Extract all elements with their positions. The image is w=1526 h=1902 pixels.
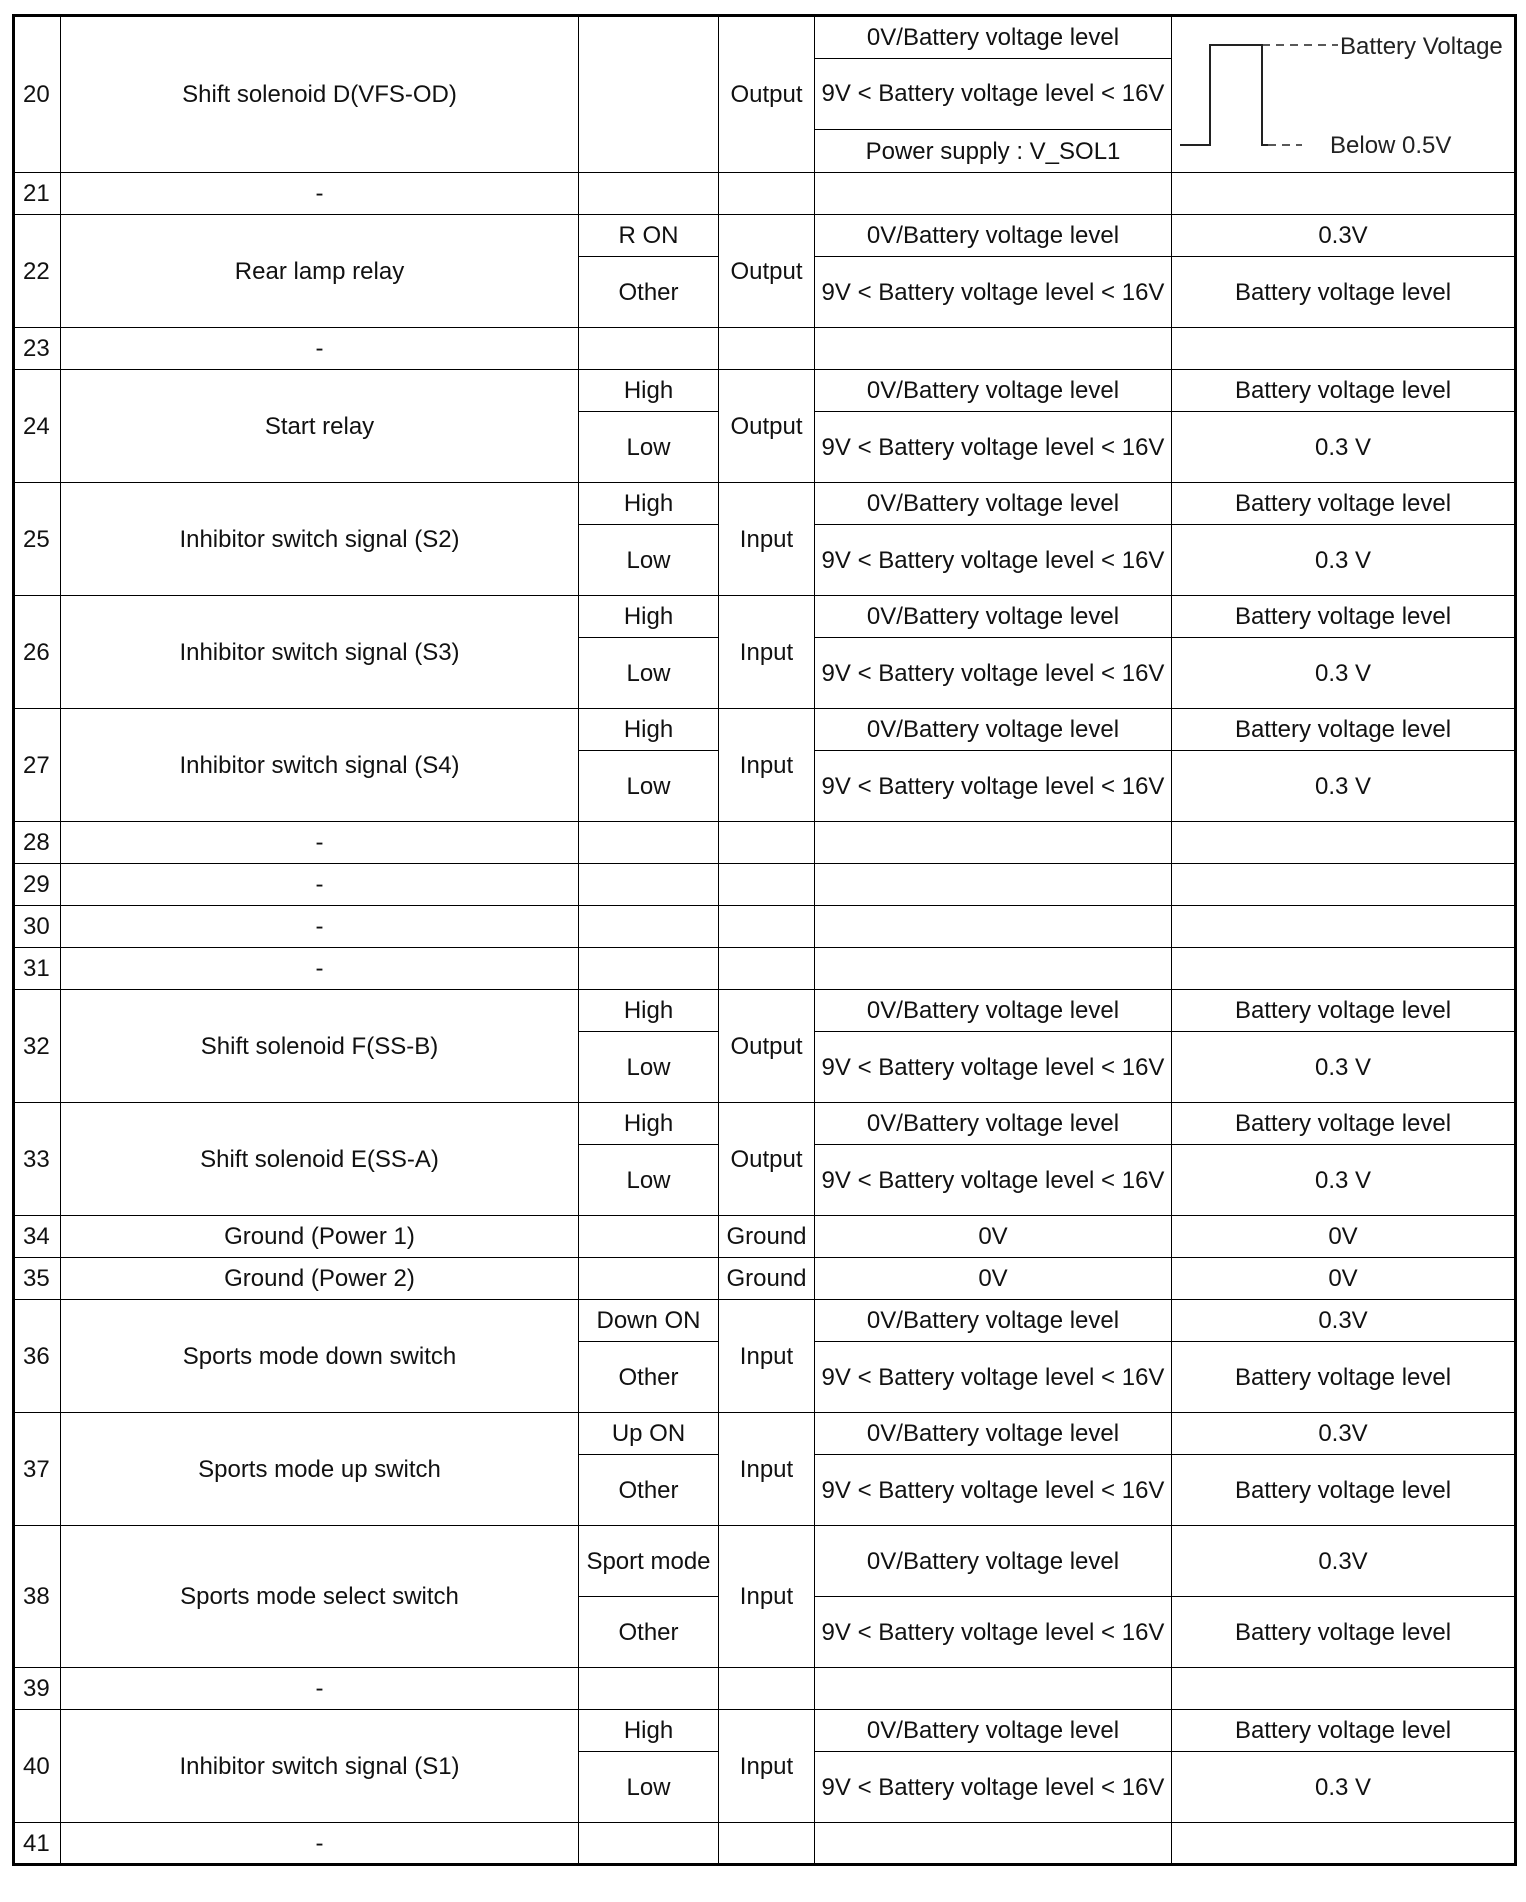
level-cell: 0V/Battery voltage level xyxy=(815,596,1172,638)
table-row xyxy=(14,215,1516,257)
pin-number: 31 xyxy=(14,948,61,990)
value-cell: 0.3 V xyxy=(1172,1145,1516,1216)
pin-number: 38 xyxy=(14,1526,61,1668)
pin-description: Inhibitor switch signal (S4) xyxy=(61,709,579,822)
pin-condition: High xyxy=(579,596,719,638)
table-row xyxy=(14,1413,1516,1455)
level-cell: 0V xyxy=(815,1216,1172,1258)
table-row xyxy=(14,990,1516,1032)
pin-condition: High xyxy=(579,370,719,412)
pin-type: Output xyxy=(719,1103,815,1216)
table-row xyxy=(14,1300,1516,1342)
pin-type: Input xyxy=(719,1526,815,1668)
value-cell xyxy=(1172,328,1516,370)
pin-description: Rear lamp relay xyxy=(61,215,579,328)
value-cell xyxy=(1172,948,1516,990)
pin-condition: Up ON xyxy=(579,1413,719,1455)
level-cell xyxy=(815,1668,1172,1710)
table-row xyxy=(14,1823,1516,1865)
pin-number: 29 xyxy=(14,864,61,906)
level-cell xyxy=(815,173,1172,215)
below-voltage-label: Below 0.5V xyxy=(1330,132,1452,159)
pin-number: 33 xyxy=(14,1103,61,1216)
level-cell: 0V/Battery voltage level xyxy=(815,1103,1172,1145)
value-cell: 0V xyxy=(1172,1216,1516,1258)
table-row xyxy=(14,596,1516,638)
pin-condition: Low xyxy=(579,1032,719,1103)
level-cell: 9V < Battery voltage level < 16V xyxy=(815,751,1172,822)
value-cell: 0.3 V xyxy=(1172,1032,1516,1103)
level-cell: 0V xyxy=(815,1258,1172,1300)
pin-number: 41 xyxy=(14,1823,61,1865)
pin-condition xyxy=(579,16,719,173)
pin-description: Inhibitor switch signal (S3) xyxy=(61,596,579,709)
level-cell xyxy=(815,1823,1172,1865)
pin-condition: Low xyxy=(579,751,719,822)
table-row xyxy=(14,864,1516,906)
pin-condition: Low xyxy=(579,1752,719,1823)
table-row xyxy=(14,1710,1516,1752)
value-cell xyxy=(1172,906,1516,948)
battery-voltage-label: Battery Voltage xyxy=(1340,33,1503,60)
level-cell: 9V < Battery voltage level < 16V xyxy=(815,1455,1172,1526)
pin-condition: Other xyxy=(579,257,719,328)
pin-condition: High xyxy=(579,990,719,1032)
pin-type: Input xyxy=(719,1300,815,1413)
pin-condition xyxy=(579,864,719,906)
pin-condition xyxy=(579,822,719,864)
pin-description: - xyxy=(61,822,579,864)
level-cell: 0V/Battery voltage level xyxy=(815,1526,1172,1597)
pin-condition xyxy=(579,906,719,948)
level-cell: 0V/Battery voltage level xyxy=(815,1710,1172,1752)
pin-description: - xyxy=(61,864,579,906)
level-cell: 0V/Battery voltage level xyxy=(815,215,1172,257)
pin-description: - xyxy=(61,1668,579,1710)
table-row xyxy=(14,173,1516,215)
level-cell: Power supply : V_SOL1 xyxy=(815,130,1172,173)
table-row xyxy=(14,328,1516,370)
pin-condition xyxy=(579,173,719,215)
pin-type: Output xyxy=(719,990,815,1103)
pin-type xyxy=(719,328,815,370)
pin-type: Input xyxy=(719,596,815,709)
waveform-diagram xyxy=(1172,17,1516,172)
pin-type: Input xyxy=(719,1710,815,1823)
value-cell: 0.3 V xyxy=(1172,1752,1516,1823)
level-cell: 0V/Battery voltage level xyxy=(815,990,1172,1032)
table-row xyxy=(14,1668,1516,1710)
pin-description: Shift solenoid D(VFS-OD) xyxy=(61,16,579,173)
pin-condition: Low xyxy=(579,638,719,709)
waveform-trace xyxy=(1180,45,1268,145)
level-cell xyxy=(815,822,1172,864)
pin-type: Ground xyxy=(719,1258,815,1300)
table-row xyxy=(14,906,1516,948)
pin-number: 34 xyxy=(14,1216,61,1258)
pin-number: 27 xyxy=(14,709,61,822)
pin-number: 35 xyxy=(14,1258,61,1300)
pin-condition: Low xyxy=(579,525,719,596)
level-cell: 9V < Battery voltage level < 16V xyxy=(815,1597,1172,1668)
level-cell: 9V < Battery voltage level < 16V xyxy=(815,638,1172,709)
level-cell: 0V/Battery voltage level xyxy=(815,370,1172,412)
pin-description: - xyxy=(61,173,579,215)
value-cell xyxy=(1172,822,1516,864)
level-cell: 0V/Battery voltage level xyxy=(815,1413,1172,1455)
pin-number: 30 xyxy=(14,906,61,948)
pin-number: 25 xyxy=(14,483,61,596)
level-cell xyxy=(815,328,1172,370)
pin-number: 36 xyxy=(14,1300,61,1413)
pin-condition: R ON xyxy=(579,215,719,257)
pin-description: Sports mode up switch xyxy=(61,1413,579,1526)
pin-description: Ground (Power 2) xyxy=(61,1258,579,1300)
pin-description: Shift solenoid F(SS-B) xyxy=(61,990,579,1103)
level-cell: 9V < Battery voltage level < 16V xyxy=(815,1032,1172,1103)
pin-description: Sports mode down switch xyxy=(61,1300,579,1413)
pin-description: - xyxy=(61,948,579,990)
pin-type: Input xyxy=(719,709,815,822)
pin-condition xyxy=(579,1216,719,1258)
value-cell: Battery voltage level xyxy=(1172,483,1516,525)
value-cell: 0.3V xyxy=(1172,1413,1516,1455)
pin-number: 39 xyxy=(14,1668,61,1710)
pin-condition: High xyxy=(579,1103,719,1145)
pin-number: 26 xyxy=(14,596,61,709)
pin-description: Inhibitor switch signal (S1) xyxy=(61,1710,579,1823)
pin-description: - xyxy=(61,1823,579,1865)
value-cell xyxy=(1172,1668,1516,1710)
level-cell: 9V < Battery voltage level < 16V xyxy=(815,58,1172,130)
pin-condition xyxy=(579,1258,719,1300)
pin-type xyxy=(719,173,815,215)
pin-condition: Other xyxy=(579,1342,719,1413)
pin-type: Ground xyxy=(719,1216,815,1258)
pin-table-sheet xyxy=(12,14,1514,1866)
value-cell: Battery voltage level xyxy=(1172,1342,1516,1413)
table-row xyxy=(14,1216,1516,1258)
level-cell: 9V < Battery voltage level < 16V xyxy=(815,412,1172,483)
level-cell: 0V/Battery voltage level xyxy=(815,709,1172,751)
pin-description: Start relay xyxy=(61,370,579,483)
level-cell: 0V/Battery voltage level xyxy=(815,16,1172,59)
value-cell: 0.3 V xyxy=(1172,525,1516,596)
value-cell: Battery voltage level xyxy=(1172,1710,1516,1752)
level-cell: 9V < Battery voltage level < 16V xyxy=(815,257,1172,328)
pin-number: 37 xyxy=(14,1413,61,1526)
pin-table xyxy=(12,14,1517,1866)
value-cell: Battery voltage level xyxy=(1172,1455,1516,1526)
level-cell: 9V < Battery voltage level < 16V xyxy=(815,1342,1172,1413)
pin-condition: Other xyxy=(579,1455,719,1526)
table-row xyxy=(14,1258,1516,1300)
pin-number: 24 xyxy=(14,370,61,483)
level-cell: 9V < Battery voltage level < 16V xyxy=(815,525,1172,596)
pin-type xyxy=(719,864,815,906)
table-row xyxy=(14,1526,1516,1597)
pin-number: 32 xyxy=(14,990,61,1103)
level-cell: 9V < Battery voltage level < 16V xyxy=(815,1145,1172,1216)
value-cell: Battery voltage level xyxy=(1172,1597,1516,1668)
pin-number: 20 xyxy=(14,16,61,173)
pin-number: 40 xyxy=(14,1710,61,1823)
value-cell: 0.3V xyxy=(1172,1526,1516,1597)
pin-condition xyxy=(579,1823,719,1865)
table-row xyxy=(14,16,1516,59)
pin-condition: Low xyxy=(579,412,719,483)
level-cell xyxy=(815,948,1172,990)
pin-type xyxy=(719,906,815,948)
value-cell: 0.3V xyxy=(1172,1300,1516,1342)
pin-table-body xyxy=(14,16,1516,1865)
value-cell: Battery voltage level xyxy=(1172,370,1516,412)
pin-type: Output xyxy=(719,370,815,483)
pin-condition: Other xyxy=(579,1597,719,1668)
table-row xyxy=(14,1103,1516,1145)
pin-description: Ground (Power 1) xyxy=(61,1216,579,1258)
pin-description: Sports mode select switch xyxy=(61,1526,579,1668)
pin-condition: High xyxy=(579,1710,719,1752)
value-cell: Battery voltage level xyxy=(1172,990,1516,1032)
pin-type xyxy=(719,1823,815,1865)
pin-type: Output xyxy=(719,16,815,173)
pin-number: 23 xyxy=(14,328,61,370)
value-cell xyxy=(1172,864,1516,906)
value-cell: Battery voltage level xyxy=(1172,1103,1516,1145)
value-cell: 0.3 V xyxy=(1172,412,1516,483)
pin-condition: Sport mode xyxy=(579,1526,719,1597)
pin-type: Input xyxy=(719,1413,815,1526)
value-cell xyxy=(1172,173,1516,215)
level-cell: 0V/Battery voltage level xyxy=(815,483,1172,525)
pin-condition xyxy=(579,1668,719,1710)
pin-number: 21 xyxy=(14,173,61,215)
pin-type xyxy=(719,948,815,990)
level-cell xyxy=(815,906,1172,948)
pin-description: Inhibitor switch signal (S2) xyxy=(61,483,579,596)
value-cell: Battery voltage level xyxy=(1172,709,1516,751)
level-cell: 9V < Battery voltage level < 16V xyxy=(815,1752,1172,1823)
pin-type xyxy=(719,1668,815,1710)
level-cell: 0V/Battery voltage level xyxy=(815,1300,1172,1342)
table-row xyxy=(14,822,1516,864)
pin-description: - xyxy=(61,328,579,370)
waveform-cell xyxy=(1172,16,1516,173)
level-cell xyxy=(815,864,1172,906)
pin-condition: Down ON xyxy=(579,1300,719,1342)
table-row xyxy=(14,483,1516,525)
table-row xyxy=(14,948,1516,990)
pin-condition: High xyxy=(579,483,719,525)
value-cell: 0.3 V xyxy=(1172,638,1516,709)
pin-description: - xyxy=(61,906,579,948)
pin-description: Shift solenoid E(SS-A) xyxy=(61,1103,579,1216)
value-cell: Battery voltage level xyxy=(1172,596,1516,638)
pin-condition xyxy=(579,948,719,990)
pin-condition: High xyxy=(579,709,719,751)
pin-type: Output xyxy=(719,215,815,328)
pin-condition xyxy=(579,328,719,370)
pin-number: 22 xyxy=(14,215,61,328)
value-cell: 0V xyxy=(1172,1258,1516,1300)
value-cell xyxy=(1172,1823,1516,1865)
table-row xyxy=(14,709,1516,751)
pin-condition: Low xyxy=(579,1145,719,1216)
pin-number: 28 xyxy=(14,822,61,864)
table-row xyxy=(14,370,1516,412)
value-cell: Battery voltage level xyxy=(1172,257,1516,328)
pin-type xyxy=(719,822,815,864)
pin-type: Input xyxy=(719,483,815,596)
value-cell: 0.3V xyxy=(1172,215,1516,257)
value-cell: 0.3 V xyxy=(1172,751,1516,822)
